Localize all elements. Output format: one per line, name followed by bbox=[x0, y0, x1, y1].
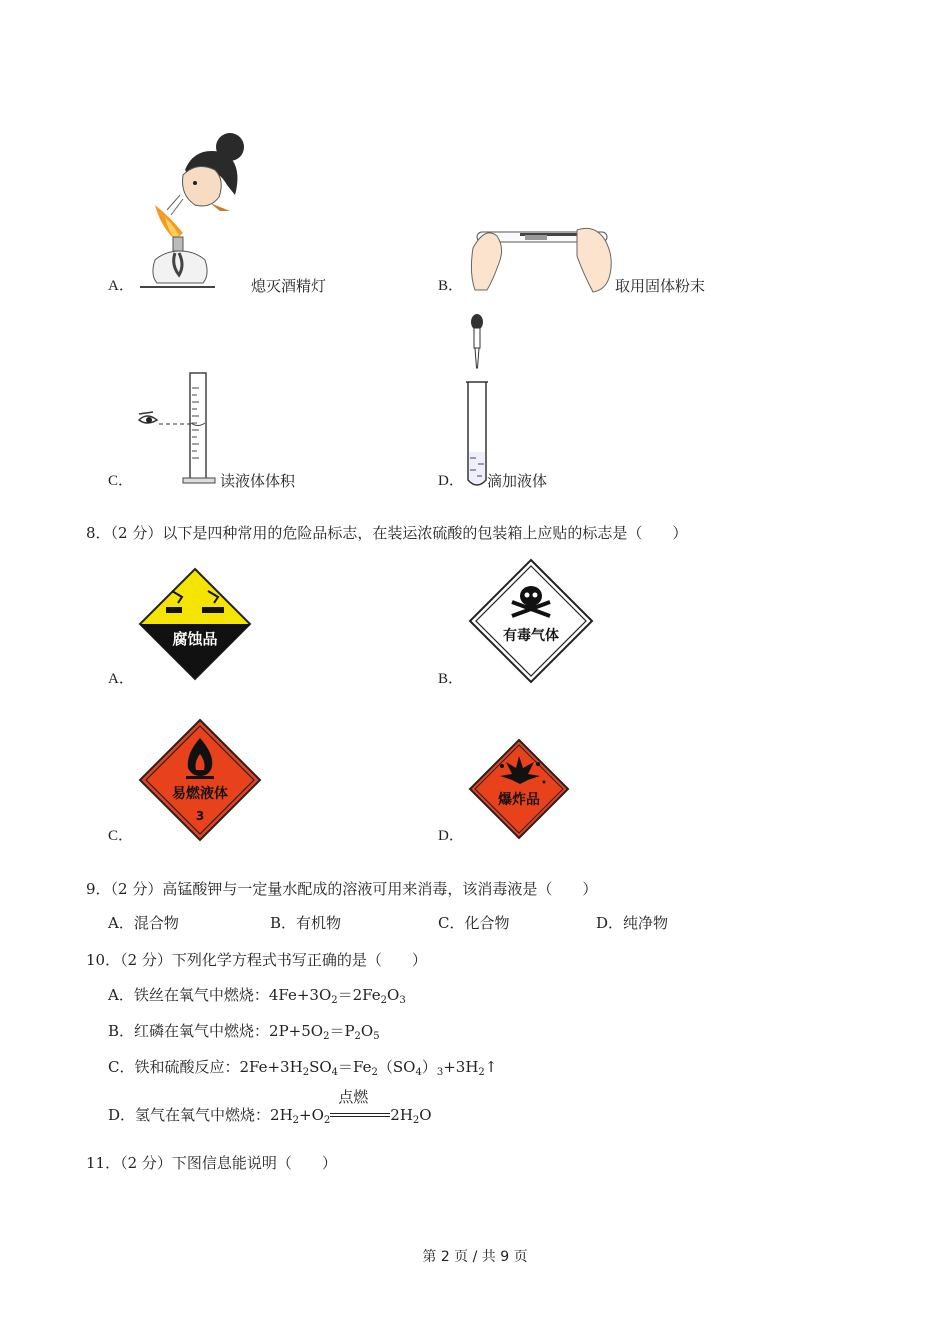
q8-option-b-letter: B． bbox=[438, 671, 464, 687]
q9-stem: 9．（2 分）高锰酸钾与一定量水配成的溶液可用来消毒，该消毒液是（ ） bbox=[86, 880, 598, 898]
q9-option-a: A．混合物 bbox=[108, 914, 179, 932]
q10-option-c-equation: $2Fe+3H_2SO_4=Fe_2(SO_4)_3+3H_2↑$ bbox=[239, 1058, 498, 1078]
q8-b-sign-text: 有毒气体 bbox=[503, 628, 559, 644]
q7-option-b-caption: 取用固体粉末 bbox=[615, 277, 706, 295]
q10-option-d-label: D．氢气在氧气中燃烧： bbox=[108, 1106, 271, 1124]
q10-option-b-label: B．红磷在氧气中燃烧： bbox=[108, 1022, 270, 1040]
q7-option-b-letter: B． bbox=[438, 278, 464, 294]
q8-option-a-letter: A． bbox=[108, 671, 134, 687]
corrosive-sign-icon bbox=[138, 567, 252, 681]
q7-option-c-caption: 读液体体积 bbox=[220, 472, 296, 490]
q8-option-c-letter: C． bbox=[108, 828, 134, 844]
q10-option-a-equation: $4Fe+3O_2=2Fe_2O_3$ bbox=[268, 986, 406, 1006]
q7-option-a-caption: 熄灭酒精灯 bbox=[251, 277, 327, 295]
q10-option-b-equation: $2P+5O_2=P_2O_5$ bbox=[269, 1022, 380, 1042]
q8-c-sign-text: 易燃液体 bbox=[172, 786, 228, 802]
flammable-liquid-sign-icon bbox=[138, 718, 262, 842]
q8-option-d-letter: D． bbox=[438, 828, 464, 844]
q10-option-d bbox=[108, 1088, 432, 1131]
test-tube-powder-icon bbox=[465, 218, 615, 293]
graduated-cylinder-icon bbox=[135, 368, 225, 488]
q7-option-d-letter: D． bbox=[438, 473, 464, 489]
explosive-sign-icon bbox=[468, 738, 570, 840]
q7-option-a-letter: A． bbox=[108, 278, 134, 294]
q10-option-a-label: A．铁丝在氧气中燃烧： bbox=[108, 986, 269, 1004]
q10-option-d-equation: $2H_2+O_2$ 点燃 $2H_2O$ bbox=[270, 1088, 432, 1126]
alcohol-lamp-blowing-icon bbox=[135, 125, 250, 295]
q10-option-c-label: C．铁和硫酸反应： bbox=[108, 1058, 240, 1076]
q11-stem: 11．（2 分）下图信息能说明（ ） bbox=[86, 1154, 337, 1172]
q7-option-d-caption: 滴加液体 bbox=[487, 472, 548, 490]
page-footer: 第 2 页 / 共 9 页 bbox=[422, 1249, 528, 1265]
dropper-test-tube-icon bbox=[462, 312, 492, 490]
q8-d-sign-text: 爆炸品 bbox=[498, 792, 540, 808]
q8-stem: 8．（2 分）以下是四种常用的危险品标志，在装运浓硫酸的包装箱上应贴的标志是（ ） bbox=[86, 524, 688, 542]
q9-option-c: C．化合物 bbox=[438, 914, 510, 932]
q10-option-a bbox=[108, 985, 406, 1011]
q10-option-b bbox=[108, 1021, 380, 1047]
q10-stem: 10．（2 分）下列化学方程式书写正确的是（ ） bbox=[86, 951, 427, 969]
q9-option-b: B．有机物 bbox=[270, 914, 342, 932]
q9-option-d: D．纯净物 bbox=[596, 914, 669, 932]
q10-option-c bbox=[108, 1057, 497, 1083]
q10-reaction-condition: 点燃 bbox=[338, 1088, 369, 1106]
q8-c-sign-number: 3 bbox=[195, 809, 205, 823]
q8-a-sign-text: 腐蚀品 bbox=[172, 630, 218, 648]
q7-option-c-letter: C． bbox=[108, 473, 134, 489]
toxic-gas-sign-icon bbox=[468, 558, 594, 684]
